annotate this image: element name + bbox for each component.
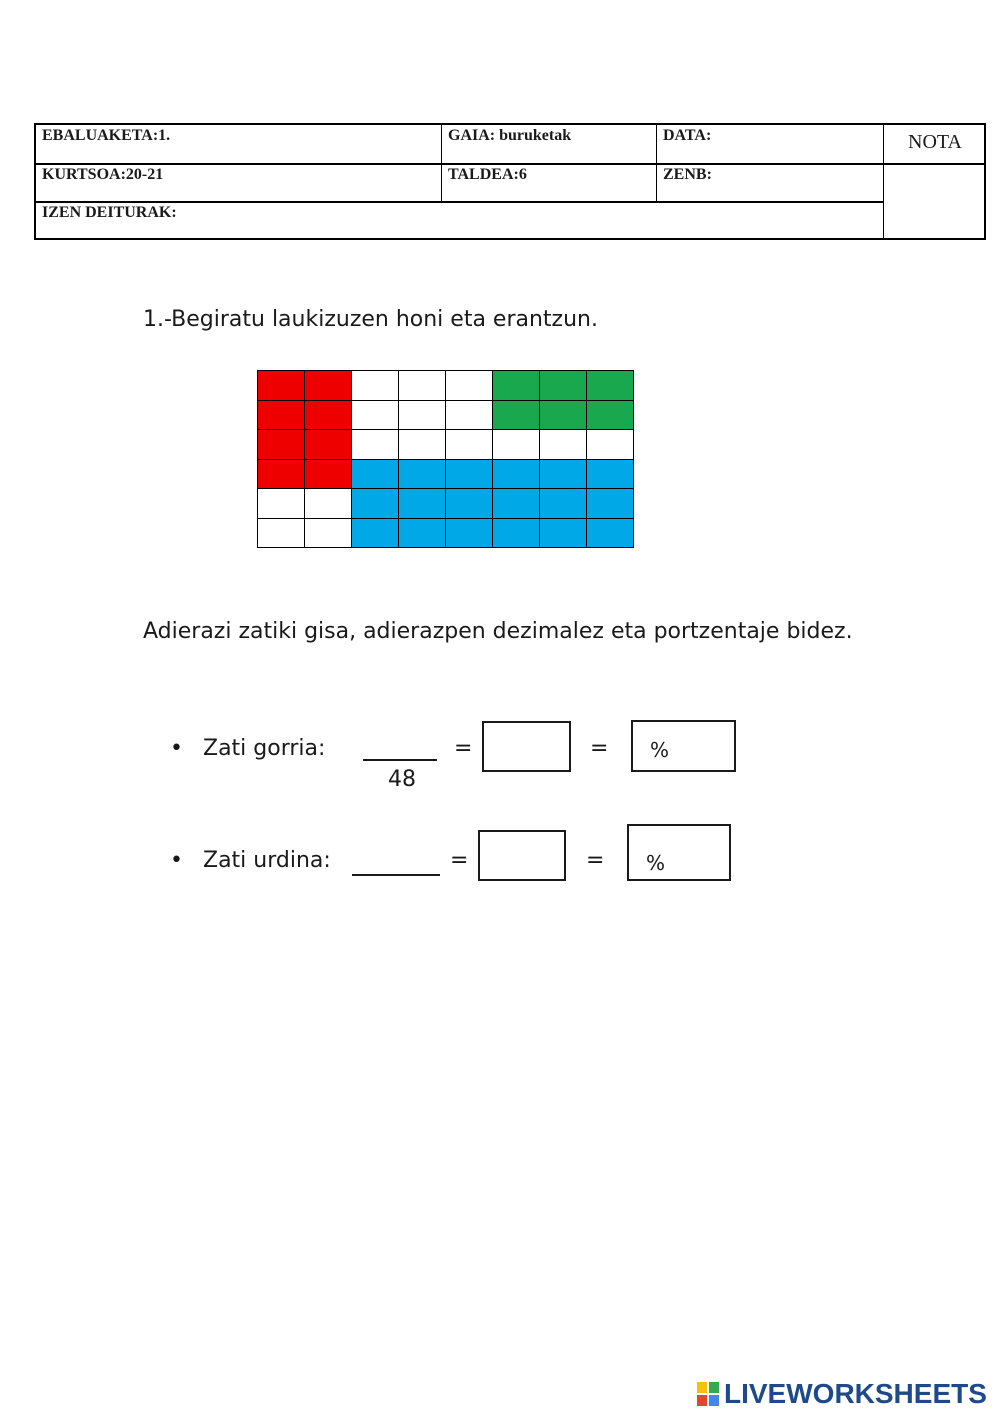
percent-sign: % [650,738,670,762]
equals-sign: = [450,848,469,873]
grid-cell [540,371,587,401]
kurtsoa-label: KURTSOA:20-21 [42,166,164,183]
grid-cell [352,401,399,431]
equals-sign: = [590,736,609,761]
grid-cell [352,489,399,519]
red-denominator: 48 [388,767,416,792]
zenb-field: ZENB: [663,166,712,183]
grid-cell [305,489,352,519]
header-table [34,123,986,240]
grid-cell [540,401,587,431]
nota-label: NOTA [908,131,962,153]
red-part-label: Zati gorria: [203,736,326,761]
grid-cell [587,371,634,401]
red-decimal-input[interactable] [482,721,571,772]
liveworksheets-brand [696,1376,987,1412]
grid-cell [587,519,634,549]
grid-cell [493,489,540,519]
grid-cell [446,460,493,490]
grid-cell [258,460,305,490]
grid-cell [399,489,446,519]
equals-sign: = [586,848,605,873]
brand-name: LIVEWORKSHEETS [724,1378,987,1409]
grid-cell [446,430,493,460]
bullet: • [170,736,183,761]
grid-cell [305,519,352,549]
red-numerator-input[interactable] [363,733,437,761]
grid-cell [305,371,352,401]
percent-sign: % [646,851,666,875]
grid-cell [587,489,634,519]
grid-cell [258,430,305,460]
ebaluaketa-label: EBALUAKETA:1. [42,127,171,144]
grid-cell [258,371,305,401]
grid-cell [258,401,305,431]
gaia-label: GAIA: buruketak [448,127,572,144]
grid-cell [446,371,493,401]
izen-deiturak-field: IZEN DEITURAK: [42,204,177,221]
grid-cell [399,430,446,460]
grid-cell [493,430,540,460]
grid-cell [446,519,493,549]
grid-cell [352,371,399,401]
grid-cell [493,519,540,549]
grid-cell [399,401,446,431]
grid-cell [540,460,587,490]
grid-cell [399,371,446,401]
grid-cell [305,430,352,460]
grid-cell [493,371,540,401]
grid-cell [587,401,634,431]
blue-decimal-input[interactable] [478,830,566,881]
grid-cell [587,460,634,490]
grid-cell [352,430,399,460]
grid-cell [352,519,399,549]
instruction-text: Adierazi zatiki gisa, adierazpen dezimalez eta portzentaje bidez. [143,619,853,644]
liveworksheets-logo-icon [696,1380,720,1408]
grid-cell [587,430,634,460]
question-1: 1.-Begiratu laukizuzen honi eta erantzun. [143,307,598,332]
bullet: • [170,848,183,873]
grid-cell [258,489,305,519]
taldea-label: TALDEA:6 [448,166,527,183]
grid-cell [399,460,446,490]
grid-cell [258,519,305,549]
grid-cell [493,460,540,490]
rectangle-grid [257,370,634,548]
grid-cell [493,401,540,431]
grid-cell [446,489,493,519]
blue-fraction-input[interactable] [352,848,440,876]
grid-cell [399,519,446,549]
grid-cell [305,401,352,431]
equals-sign: = [454,736,473,761]
grid-cell [540,519,587,549]
grid-cell [305,460,352,490]
grid-cell [540,430,587,460]
red-percent-input[interactable] [631,720,736,772]
grid-cell [540,489,587,519]
grid-cell [446,401,493,431]
blue-part-label: Zati urdina: [203,848,331,873]
data-field: DATA: [663,127,712,144]
grid-cell [352,460,399,490]
blue-percent-input[interactable] [627,824,731,881]
